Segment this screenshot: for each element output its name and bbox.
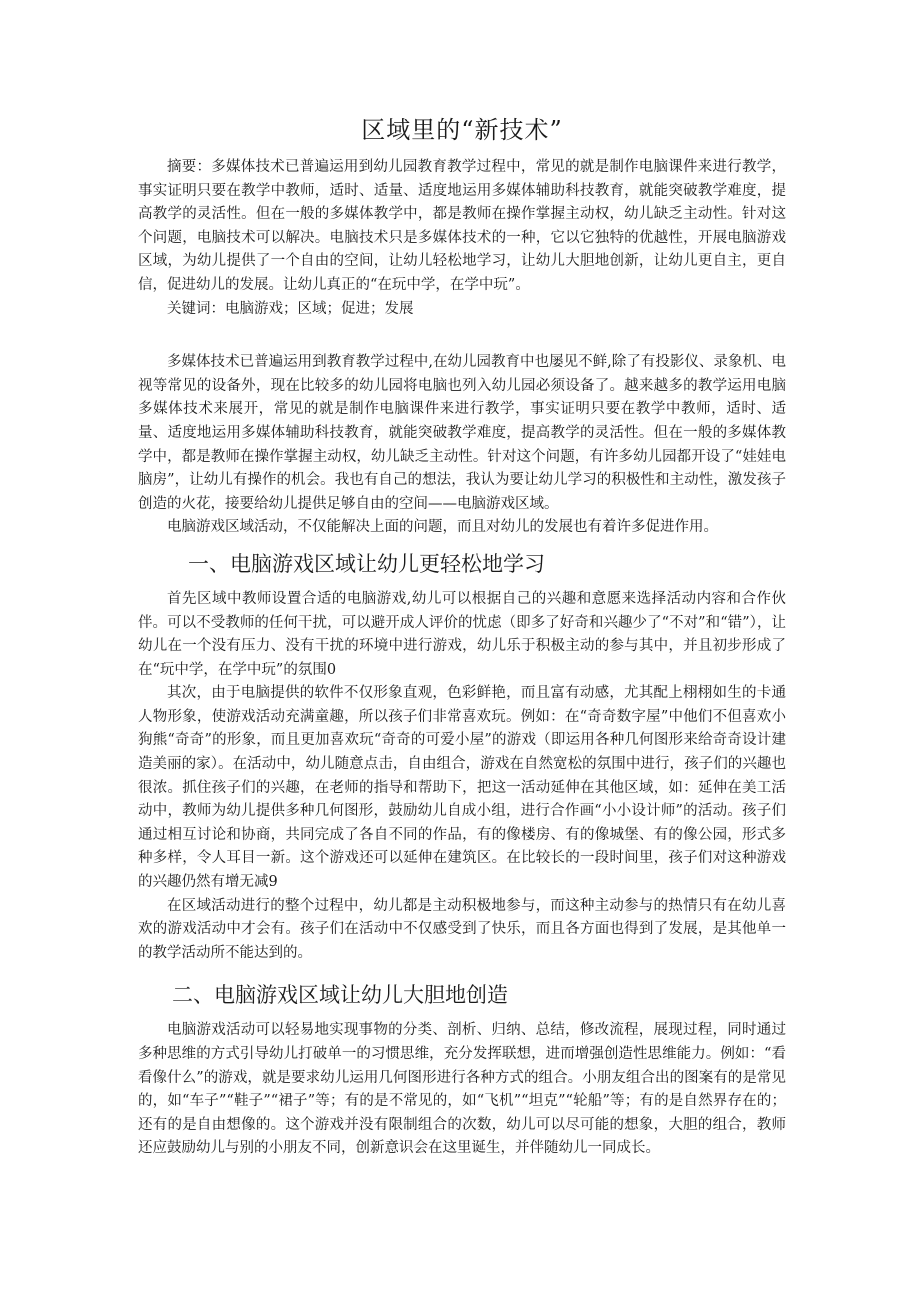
section2-paragraph: 电脑游戏活动可以轻易地实现事物的分类、剖析、归纳、总结，修改流程，展现过程，同时通过多种思维的方式引导幼儿打破单一的习惯思维，充分发挥联想，进而增强创造性思维能力。例如：“看看像什么”的游戏，就是要求幼儿运用几何图形进行各种方式的组合。小朋友组合出的图案有的是常见的，如“车子”“鞋子”“裙子”等；有的是不常见的，如“飞机”“坦克”“轮船”等；有的是自然界存在的；还有的是自由想像的。这个游戏并没有限制组合的次数，幼儿可以尽可能的想象，大胆的组合，教师还应鼓励幼儿与别的小朋友不同，创新意识会在这里诞生，并伴随幼儿一同成长。: [138, 1022, 786, 1157]
abstract-paragraph: 摘要：多媒体技术已普遍运用到幼儿园教育教学过程中，常见的就是制作电脑课件来进行教学，事实证明只要在教学中教师，适时、适量、适度地运用多媒体辅助科技教育，就能突破教学难度，提高教学的灵活性。但在一般的多媒体教学中，都是教师在操作掌握主动权，幼儿缺乏主动性。针对这个问题，电脑技术可以解决。电脑技术只是多媒体技术的一种，它以它独特的优越性，开展电脑游戏区域，为幼儿提供了一个自由的空间，让幼儿轻松地学习，让幼儿大胆地创新，让幼儿更自主，更自信，促进幼儿的发展。让幼儿真正的“在玩中学，在学中玩”。: [138, 159, 786, 293]
keywords-line: 关键词：电脑游戏；区域；促进；发展: [167, 300, 414, 317]
section1-paragraph: 其次，由于电脑提供的软件不仅形象直观，色彩鲜艳，而且富有动感，尤其配上栩栩如生的卡通人物形象，使游戏活动充满童趣，所以孩子们非常喜欢玩。例如：在“奇奇数字屋”中他们不但喜欢小狗熊“奇奇”的形象，而且更加喜欢玩“奇奇的可爱小屋”的游戏（即运用各种几何图形来给奇奇设计建造美丽的家）。在活动中，幼儿随意点击，自由组合，游戏在自然宽松的氛围中进行，孩子们的兴趣也很浓。抓住孩子们的兴趣，在老师的指导和帮助下，把这一活动延伸在其他区域，如：延伸在美工活动中，教师为幼儿提供多种几何图形，鼓励幼儿自成小组，进行合作画“小小设计师”的活动。孩子们通过相互讨论和协商，共同完成了各自不同的作品，有的像楼房、有的像城堡、有的像公园，形式多种多样，令人耳目一新。这个游戏还可以延伸在建筑区。在比较长的一段时间里，孩子们对这种游戏的兴趣仍然有增无减9: [138, 685, 786, 891]
document-page: [138, 112, 786, 1161]
section1-paragraph: 在区域活动进行的整个过程中，幼儿都是主动积极地参与，而这种主动参与的热情只有在幼儿喜欢的游戏活动中才会有。孩子们在活动中不仅感受到了快乐，而且各方面也得到了发展，是其他单一的教学活动所不能达到的。: [138, 897, 786, 961]
section1-paragraph: 首先区域中教师设置合适的电脑游戏,幼儿可以根据自己的兴趣和意愿来选择活动内容和合作伙伴。可以不受教师的任何干扰，可以避开成人评价的忧虑（即多了好奇和兴趣少了“不对”和“错”），让幼儿在一个没有压力、没有干扰的环境中进行游戏，幼儿乐于积极主动的参与其中，并且初步形成了在“玩中学，在学中玩”的氛围0: [138, 590, 786, 678]
intro-paragraph: 多媒体技术已普遍运用到教育教学过程中,在幼儿园教育中也屡见不鲜,除了有投影仪、录象机、电视等常见的设备外，现在比较多的幼儿园将电脑也列入幼儿园必须设备了。越来越多的教学运用电脑多媒体技术来展开，常见的就是制作电脑课件来进行教学，事实证明只要在教学中教师，适时、适量、适度地运用多媒体辅助科技教育，就能突破教学难度，提高教学的灵活性。但在一般的多媒体教学中，都是教师在操作掌握主动权，幼儿缺乏主动性。针对这个问题，有许多幼儿园都开设了“娃娃电脑房”，让幼儿有操作的机会。我也有自己的想法，我认为要让幼儿学习的积极性和主动性，激发孩子创造的火花，接要给幼儿提供足够自由的空间——电脑游戏区域。: [138, 354, 786, 512]
section-heading-2: 二、电脑游戏区域让幼儿大胆地创造: [172, 983, 508, 1008]
section-heading-1: 一、电脑游戏区域让幼儿更轻松地学习: [188, 551, 545, 576]
intro-paragraph: 电脑游戏区域活动，不仅能解决上面的问题，而且对幼儿的发展也有着许多促进作用。: [167, 519, 718, 536]
page-title: 区域里的“新技术”: [361, 116, 563, 144]
